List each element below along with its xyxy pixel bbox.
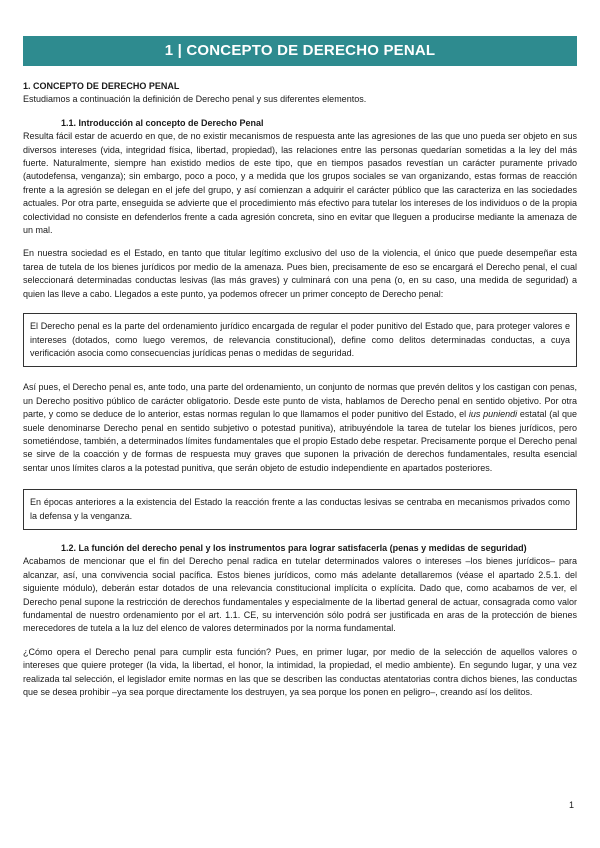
document-body	[23, 80, 577, 699]
paragraph-3	[23, 381, 577, 475]
heading-1: 1. CONCEPTO DE DERECHO PENAL	[23, 81, 180, 91]
page-number: 1	[568, 800, 574, 810]
heading-1-2: 1.2. La función del derecho penal y los instrumentos para lograr satisfacerla (penas y medidas de seguridad)	[61, 542, 527, 553]
paragraph-2: En nuestra sociedad es el Estado, en tanto que titular legítimo exclusivo del uso de la violencia, el único que puede desempeñar esta tarea de tutela de los bienes jurídicos por medio de la amenaza. Pues bien, precisamente de eso se encargará el Derecho penal, el cual seleccionará determinadas conductas lesivas (las más graves) y culminará con una pena (o, en su caso, una medida de seguridad) a quien las lleve a cabo. Llegados a este punto, ya podemos ofrecer un primer concepto de Derecho penal:	[23, 248, 577, 299]
paragraph-3-part-a: Así pues, el Derecho penal es, ante todo, una parte del ordenamiento, un conjunto de normas que prevén delitos y los castigan con penas, un Derecho positivo público de carácter obligatorio. Desde este punto de vista, hablamos de Derecho penal en sentido objetivo. Por otra parte, y como se deduce de lo anterior, estas normas regulan lo que llamamos el poder punitivo del Estado, el	[23, 382, 577, 420]
page-title: 1 | CONCEPTO DE DERECHO PENAL	[23, 36, 577, 66]
paragraph-5: ¿Cómo opera el Derecho penal para cumplir esta función? Pues, en primer lugar, por medio de la selección de aquellos valores o intereses que quiere proteger (la vida, la libertad, el honor, la intimidad, la propiedad, el medio ambiente). En segundo lugar, y una vez realizada tal selección, el legislador emite normas en las que se describen las conductas atentatorias contra dichos bienes, las conductas que se desea prohibir –ya sea porque directamente los destruyen, ya sea porque los ponen en peligro–, creando así los delitos.	[23, 646, 577, 698]
heading-1-1: 1.1. Introducción al concepto de Derecho Penal	[61, 117, 264, 128]
paragraph-1: Resulta fácil estar de acuerdo en que, de no existir mecanismos de respuesta ante las agresiones de las que uno pueda ser objeto en sus diversos intereses (vida, integridad física, libertad, propiedad), las relaciones entre las personas quedarían sometidas a la ley del más fuerte. Naturalmente, siempre han existido medios de este tipo, que en tiempos pasados revestían un carácter puramente privado (autodefensa, venganza); sin embargo, poco a poco, y a medida que los grupos sociales se van organizando, estas formas de reacción frente a la agresión se delegan en el jefe del grupo, y así comienzan a adquirir el carácter público que las caracteriza en las sociedades actuales. Por otra parte, enseguida se advierte que el procedimiento más efectivo para tutelar los intereses de los individuos o de la propia colectividad no consiste en defenderlos frente a cada agresión concreta, sino en evitar que lleguen a producirse mediante la amenaza de un mal.	[23, 131, 577, 236]
paragraph-4: Acabamos de mencionar que el fin del Derecho penal radica en tutelar determinados valores o intereses –los bienes jurídicos– para alcanzar, así, una convivencia social pacífica. Estos bienes jurídicos, como más adelante detallaremos (véase el apartado 2.5.1. del siguiente módulo), deberán estar dotados de una relevancia constitucional implícita o explícita. Dado que, como acabamos de ver, el Derecho penal supone la restricción de derechos fundamentales y especialmente de la libertad general de actuar, consagrada como valor fundamental de nuestro ordenamiento por el art. 1.1. CE, su intervención sólo podrá ser justificada en aras de la protección de bienes merecedores de tutela a la luz del elenco de valores determinados por la norma fundamental.	[23, 556, 577, 634]
definition-box: El Derecho penal es la parte del ordenamiento jurídico encargada de regular el poder punitivo del Estado que, para proteger valores e intereses (dotados, como luego veremos, de relevancia constitucional), define como delitos determinadas conductas, a cuya verificación asocia como consecuencias jurídicas penas o medidas de seguridad.	[23, 313, 577, 367]
note-box: En épocas anteriores a la existencia del Estado la reacción frente a las conductas lesivas se centraba en mecanismos privados como la defensa y la venganza.	[23, 489, 577, 530]
intro-text: Estudiamos a continuación la definición de Derecho penal y sus diferentes elementos.	[23, 94, 367, 105]
ius-puniendi-term: ius puniendi	[468, 409, 518, 420]
paragraph-3-part-b: estatal (al que suele denominarse Derecho penal en sentido subjetivo o potestad punitiva), atribuyéndole la tarea de tutelar los bienes jurídicos, pero sometiéndose, también, a determinados límites fundamentales que el propio Estado debe respetar. Precisamente porque el Derecho penal se sirve de la coacción y de formas de respuesta muy graves que suponen la privación de derechos fundamentales, resulta esencial sentar unos límites claros a la potestad punitiva, que serán objeto de estudio independiente en apartados posteriores.	[23, 409, 577, 473]
